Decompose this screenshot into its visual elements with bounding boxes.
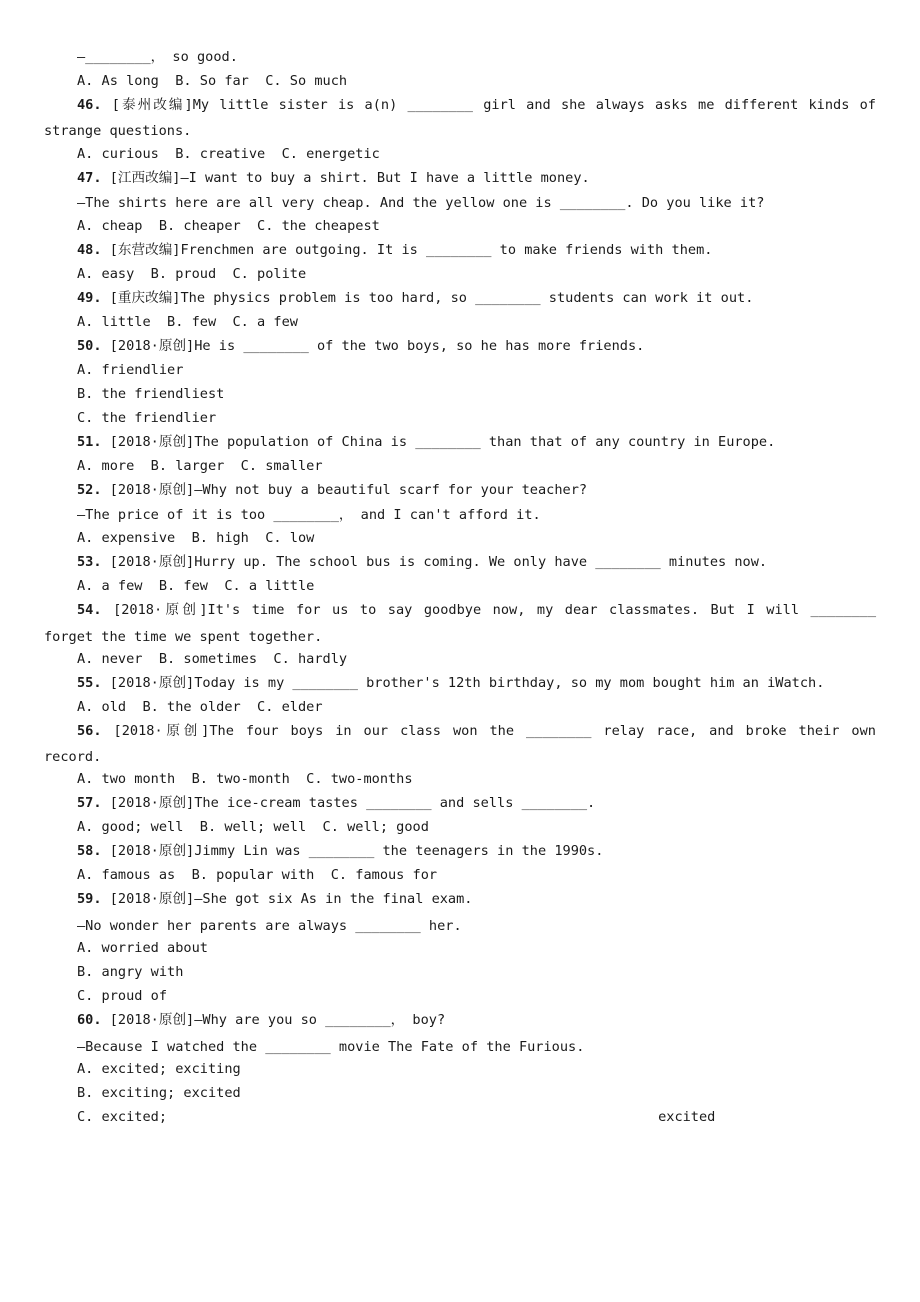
- question-number: 54.: [77, 602, 102, 618]
- question-line: [77, 289, 876, 307]
- question-number: 48.: [77, 242, 102, 258]
- line-text: [2018·原创]It's time for us to say goodbye now, my dear classmates. But I will ________: [101, 602, 876, 618]
- line-text: A. expensive B. high C. low: [77, 530, 315, 546]
- line-text: [2018·原创]—Why not buy a beautiful scarf for your teacher?: [101, 482, 588, 498]
- line-text: A. two month B. two-month C. two-months: [77, 771, 413, 787]
- text-line: [77, 265, 876, 283]
- text-line: [77, 917, 876, 935]
- line-text: B. the friendliest: [77, 386, 225, 402]
- text-line: [77, 1108, 876, 1126]
- text-line: [77, 987, 876, 1005]
- text-line: [77, 361, 876, 379]
- text-line: [77, 770, 876, 788]
- line-text: —The shirts here are all very cheap. And the yellow one is ________. Do you like it?: [77, 195, 765, 211]
- text-line: [77, 506, 876, 524]
- text-line: [77, 457, 876, 475]
- question-line: [77, 337, 876, 355]
- question-number: 51.: [77, 434, 102, 450]
- line-text: [东营改编]Frenchmen are outgoing. It is ________ to make friends with them.: [101, 242, 713, 258]
- question-number: 50.: [77, 338, 102, 354]
- text-line: [77, 145, 876, 163]
- text-line: [77, 409, 876, 427]
- question-line: [77, 674, 876, 692]
- text-line: [44, 748, 876, 766]
- question-number: 57.: [77, 795, 102, 811]
- text-line: [77, 529, 876, 547]
- line-text: A. more B. larger C. smaller: [77, 458, 323, 474]
- text-line: [77, 577, 876, 595]
- question-line: [77, 722, 876, 740]
- question-number: 47.: [77, 170, 102, 186]
- text-line: [77, 1060, 876, 1078]
- line-text: —The price of it is too ________， and I can't afford it.: [77, 507, 541, 523]
- line-text: A. a few B. few C. a little: [77, 578, 315, 594]
- question-line: [77, 433, 876, 451]
- text-line: [77, 217, 876, 235]
- text-line: [44, 628, 876, 646]
- line-text: [2018·原创]He is ________ of the two boys, so he has more friends.: [101, 338, 645, 354]
- line-text: C. the friendlier: [77, 410, 217, 426]
- line-text: —Because I watched the ________ movie The Fate of the Furious.: [77, 1039, 585, 1055]
- line-text: strange questions.: [44, 123, 192, 139]
- text-line: [77, 818, 876, 836]
- question-number: 60.: [77, 1012, 102, 1028]
- line-text: A. As long B. So far C. So much: [77, 73, 348, 89]
- line-text: A. easy B. proud C. polite: [77, 266, 307, 282]
- line-text: record.: [44, 749, 102, 765]
- line-text: [2018·原创]—She got six As in the final exam.: [101, 891, 473, 907]
- question-number: 49.: [77, 290, 102, 306]
- question-number: 53.: [77, 554, 102, 570]
- line-text: A. old B. the older C. elder: [77, 699, 323, 715]
- line-text: A. cheap B. cheaper C. the cheapest: [77, 218, 380, 234]
- text-line: [77, 48, 876, 66]
- question-line: [77, 241, 876, 259]
- line-text: A. famous as B. popular with C. famous for: [77, 867, 438, 883]
- line-text: [2018·原创]Hurry up. The school bus is coming. We only have ________ minutes now.: [101, 554, 768, 570]
- line-text: C. proud of: [77, 988, 168, 1004]
- line-text: A. worried about: [77, 940, 208, 956]
- text-line: [77, 385, 876, 403]
- question-line: [77, 481, 876, 499]
- line-text: [2018·原创]The population of China is ________ than that of any country in Europe.: [101, 434, 776, 450]
- line-text: [2018·原创]The ice-cream tastes ________ and sells ________.: [101, 795, 596, 811]
- line-text: [泰州改编]My little sister is a(n) ________ girl and she always asks me different kinds of: [101, 97, 876, 113]
- line-text: [重庆改编]The physics problem is too hard, so ________ students can work it out.: [101, 290, 754, 306]
- text-line: [77, 698, 876, 716]
- line-text: A. little B. few C. a few: [77, 314, 298, 330]
- text-line: [77, 939, 876, 957]
- question-line: [77, 890, 876, 908]
- line-text: B. angry with: [77, 964, 184, 980]
- line-text: [2018·原创]The four boys in our class won the ________ relay race, and broke their own: [101, 723, 876, 739]
- text-line: [77, 72, 876, 90]
- line-text: [江西改编]—I want to buy a shirt. But I have a little money.: [101, 170, 590, 186]
- line-text: [2018·原创]—Why are you so ________， boy?: [101, 1012, 446, 1028]
- question-number: 58.: [77, 843, 102, 859]
- text-line: [77, 194, 876, 212]
- question-number: 59.: [77, 891, 102, 907]
- question-number: 55.: [77, 675, 102, 691]
- line-text: C. excited; excited: [77, 1109, 716, 1125]
- line-text: forget the time we spent together.: [44, 629, 323, 645]
- line-text: B. exciting; excited: [77, 1085, 241, 1101]
- line-text: —No wonder her parents are always ________ her.: [77, 918, 462, 934]
- text-line: [77, 313, 876, 331]
- question-number: 46.: [77, 97, 102, 113]
- question-number: 52.: [77, 482, 102, 498]
- question-line: [77, 601, 876, 619]
- question-line: [77, 169, 876, 187]
- text-line: [77, 963, 876, 981]
- line-text: A. never B. sometimes C. hardly: [77, 651, 348, 667]
- line-text: —________， so good.: [77, 49, 238, 65]
- line-text: A. curious B. creative C. energetic: [77, 146, 380, 162]
- line-text: [2018·原创]Today is my ________ brother's 12th birthday, so my mom bought him an iWatch.: [101, 675, 825, 691]
- text-line: [77, 1038, 876, 1056]
- question-line: [77, 96, 876, 114]
- line-text: [2018·原创]Jimmy Lin was ________ the teenagers in the 1990s.: [101, 843, 604, 859]
- text-line: [77, 866, 876, 884]
- text-line: [44, 122, 876, 140]
- text-line: [77, 650, 876, 668]
- line-text: A. good; well B. well; well C. well; good: [77, 819, 429, 835]
- question-line: [77, 1011, 876, 1029]
- line-text: A. excited; exciting: [77, 1061, 241, 1077]
- text-line: [77, 1084, 876, 1102]
- question-line: [77, 553, 876, 571]
- question-number: 56.: [77, 723, 102, 739]
- line-text: A. friendlier: [77, 362, 184, 378]
- question-line: [77, 842, 876, 860]
- question-line: [77, 794, 876, 812]
